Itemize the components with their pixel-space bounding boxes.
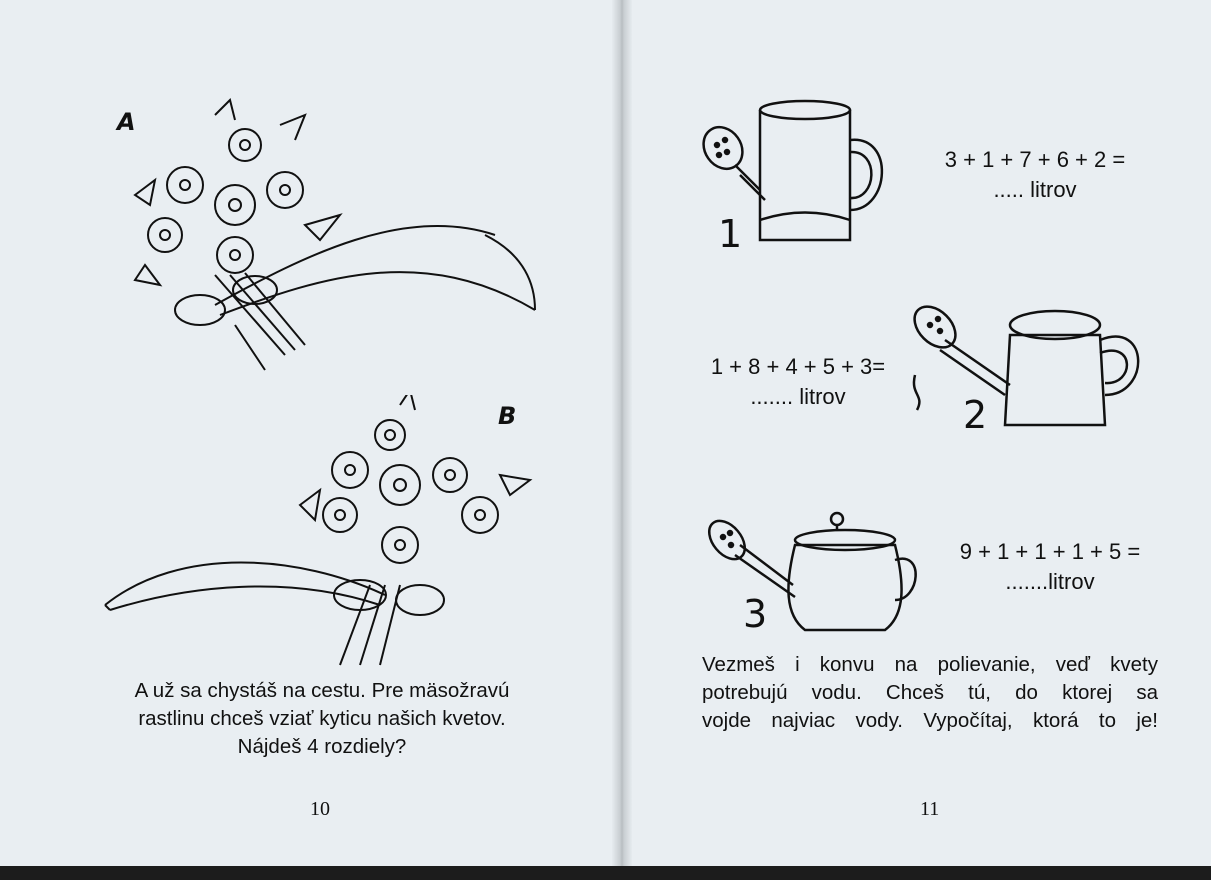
can-2-equation: 1 + 8 + 4 + 5 + 3= <box>710 354 886 379</box>
can-1-equation-block <box>905 145 1165 205</box>
can-1-answer: ..... litrov <box>993 177 1077 202</box>
left-paragraph <box>80 677 564 761</box>
book-gutter <box>612 0 632 866</box>
can-2-answer: ....... litrov <box>750 384 846 409</box>
can-3-equation-block <box>925 537 1175 597</box>
can-3-equation: 9 + 1 + 1 + 1 + 5 = <box>959 539 1141 564</box>
left-paragraph-line: rastlinu chceš vziať kyticu našich kvetov. <box>138 707 506 730</box>
bouquet-a-label: A <box>117 108 136 136</box>
left-paragraph-line: A už sa chystáš na cestu. Pre mäsožravú <box>134 679 510 702</box>
can-2-number: 2 <box>963 393 988 437</box>
bouquet-b-illustration <box>100 395 540 670</box>
watering-can-2-illustration <box>905 295 1145 440</box>
can-1-number: 1 <box>718 212 743 256</box>
right-paragraph-line: vojde najviac vody. Vypočítaj, ktorá to je! <box>702 709 1158 732</box>
bouquet-b-label: B <box>498 402 517 430</box>
can-3-number: 3 <box>743 592 768 636</box>
right-paragraph-line: Vezmeš i konvu na polievanie, veď kvety <box>702 653 1158 676</box>
can-2-equation-block <box>683 352 913 412</box>
right-paragraph <box>702 651 1158 735</box>
can-1-equation: 3 + 1 + 7 + 6 + 2 = <box>944 147 1126 172</box>
watering-can-3-illustration <box>705 505 920 640</box>
right-paragraph-line: potrebujú vodu. Chceš tú, do ktorej sa <box>702 681 1158 704</box>
left-paragraph-line: Nájdeš 4 rozdiely? <box>237 735 407 758</box>
left-page-number: 10 <box>310 798 330 820</box>
bouquet-a-illustration <box>105 95 545 375</box>
right-page-number: 11 <box>920 798 940 820</box>
can-3-answer: .......litrov <box>1005 569 1095 594</box>
